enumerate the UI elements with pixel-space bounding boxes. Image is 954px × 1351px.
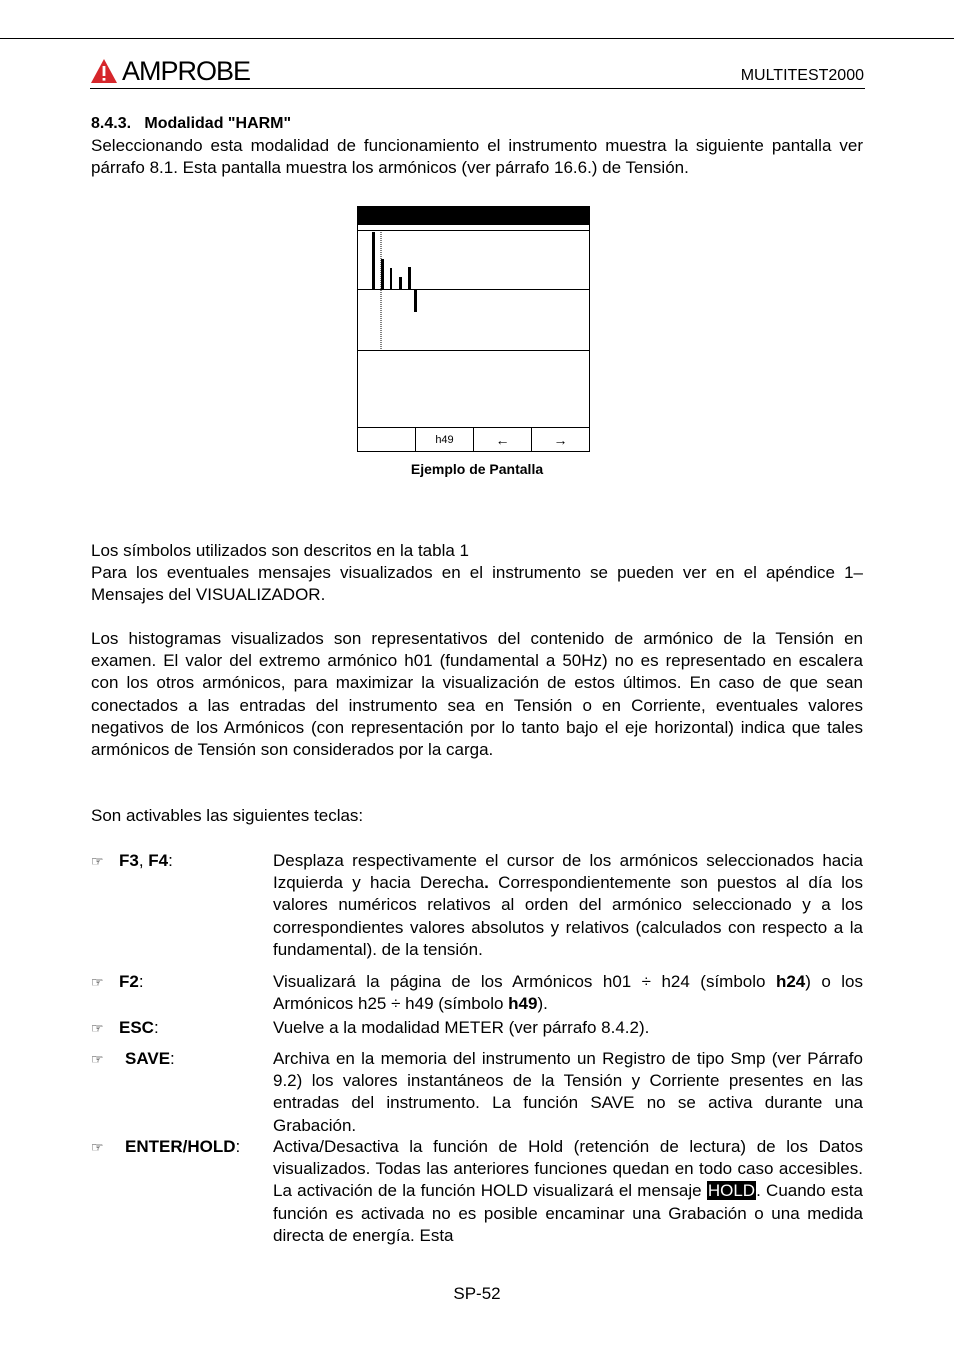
key-description: Vuelve a la modalidad METER (ver párrafo 8.4.2). bbox=[273, 1018, 650, 1037]
key-label-f2: F2 bbox=[119, 972, 139, 991]
brand-name: AMPROBE bbox=[122, 55, 251, 86]
fkey-f4-right-arrow[interactable]: → bbox=[531, 428, 589, 452]
fkey-f1[interactable] bbox=[358, 428, 415, 452]
histogram-bar bbox=[414, 289, 417, 312]
harmonic-histogram bbox=[358, 207, 589, 427]
function-key-bar bbox=[358, 427, 589, 452]
instrument-screen bbox=[357, 206, 590, 452]
key-label-f4: F4 bbox=[148, 851, 169, 870]
fkey-f2-h49[interactable]: h49 bbox=[415, 428, 473, 452]
symbols-line: Los símbolos utilizados son descritos en la tabla 1 bbox=[91, 541, 469, 560]
pointing-hand-icon: ☞ bbox=[91, 974, 104, 990]
key-label-f3: F3 bbox=[119, 851, 139, 870]
histogram-bar bbox=[390, 268, 392, 289]
screen-caption: Ejemplo de Pantalla bbox=[410, 461, 544, 477]
hold-message-badge: HOLD bbox=[707, 1181, 756, 1201]
warning-triangle-icon bbox=[90, 58, 118, 84]
pointing-hand-icon: ☞ bbox=[91, 1020, 104, 1036]
key-description: Activa/Desactiva la función de Hold (retención de lectura) de los Datos visualizados. Todas las anteriores funciones quedan en todo caso accesibles. La activación de la función HOLD visualizará el mensaje HOLD. Cuando esta función es activada no es posible encaminar una Grabación o una medida directa de energía. Esta bbox=[273, 1137, 863, 1245]
histogram-bar bbox=[381, 259, 384, 289]
page-number: SP-52 bbox=[453, 1284, 501, 1303]
messages-paragraph: Para los eventuales mensajes visualizados en el instrumento se pueden ver en el apéndice 1–Mensajes del VISUALIZADOR. bbox=[91, 563, 863, 605]
histogram-bar bbox=[372, 232, 375, 289]
histogram-bar bbox=[399, 277, 402, 289]
section-title: 8.4.3. Modalidad "HARM" bbox=[91, 115, 292, 132]
model-name: MULTITEST2000 bbox=[740, 67, 864, 84]
intro-paragraph: Seleccionando esta modalidad de funcionamiento el instrumento muestra la siguiente pantalla ver párrafo 8.1. Esta pantalla muestra los armónicos (ver párrafo 16.6.) de Tensión. bbox=[91, 136, 863, 178]
key-description: Desplaza respectivamente el cursor de los armónicos seleccionados hacia Izquierda y hacia Derecha. Correspondientemente son puestos al día los valores numéricos relativos al orden del armónico seleccionado y a los correspondientes valores absolutos y relativos (calculados con respecto a la fundamental). de la tensión. bbox=[273, 851, 863, 959]
key-description: Archiva en la memoria del instrumento un Registro de tipo Smp (ver Párrafo 9.2) los valores instantáneos de la Tensión y Corriente presentes en las entradas del instrumento. La función SAVE no se activa durante una Grabación. bbox=[273, 1049, 863, 1135]
fkey-f3-left-arrow[interactable]: ← bbox=[473, 428, 531, 452]
amprobe-logo bbox=[90, 55, 250, 87]
key-label-enter-hold: ENTER/HOLD bbox=[125, 1137, 236, 1156]
header-rule bbox=[90, 88, 865, 89]
pointing-hand-icon: ☞ bbox=[91, 1139, 104, 1155]
keys-intro: Son activables las siguientes teclas: bbox=[91, 806, 364, 825]
key-label-save: SAVE bbox=[125, 1049, 171, 1068]
pointing-hand-icon: ☞ bbox=[91, 853, 104, 869]
key-description: Visualizará la página de los Armónicos h01 ÷ h24 (símbolo h24) o los Armónicos h25 ÷ h49 (símbolo h49). bbox=[273, 972, 863, 1014]
key-label-esc: ESC bbox=[119, 1018, 154, 1037]
histogram-bar bbox=[408, 267, 411, 289]
histogram-paragraph: Los histogramas visualizados son representativos del contenido de armónico de la Tensión en examen. El valor del extremo armónico h01 (fundamental a 50Hz) no es representado en escalera con los otros armónicos, para maximizar la visualización de estos últimos. En caso de que sean conectados a las entradas del instrumento sea en Tensión o en Corriente, eventuales valores negativos de los Armónicos (con representación por lo tanto bajo el eje horizontal) indica que tales armónicos de Tensión son considerados por la carga. bbox=[91, 629, 863, 760]
top-rule bbox=[0, 38, 954, 39]
pointing-hand-icon: ☞ bbox=[91, 1051, 104, 1067]
